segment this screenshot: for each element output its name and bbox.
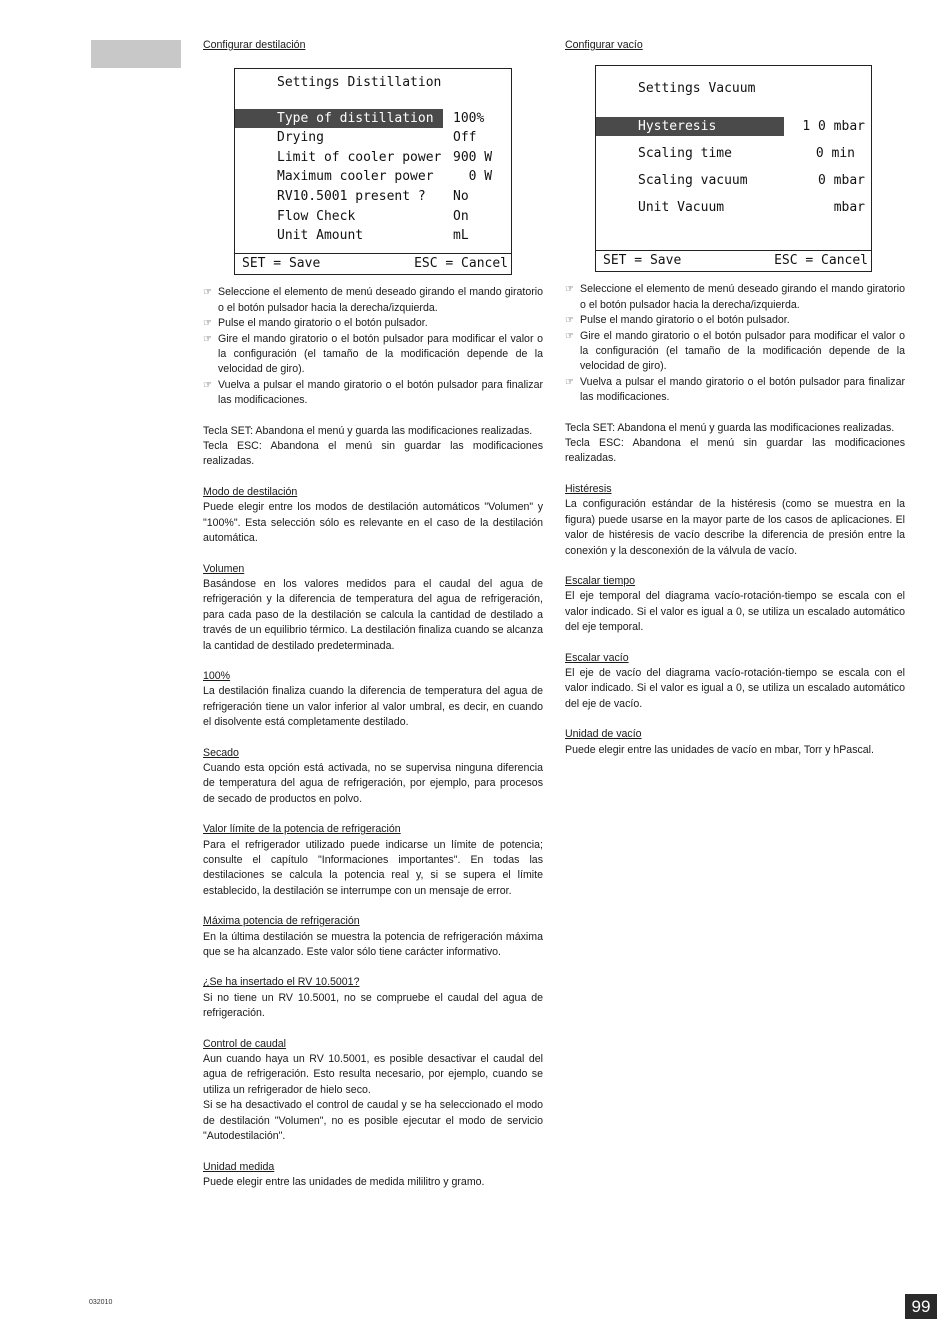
pointing-hand-icon: ☞ [565, 376, 574, 388]
step-item: ☞ Vuelva a pulsar el mando giratorio o el botón pulsador para finalizar las modificaciones. [565, 375, 905, 404]
key-descriptions [203, 424, 543, 470]
section-cooler-power-limit [203, 822, 543, 899]
step-item: ☞ Gire el mando giratorio o el botón pulsador para modificar el valor o la configuración (el tamaño de la modificación depende de la velocidad de giro). [203, 332, 543, 376]
pointing-hand-icon: ☞ [565, 330, 574, 342]
set-key-description: Tecla SET: Abandona el menú y guarda las modificaciones realizadas. [203, 424, 533, 437]
section-title: Control de caudal [203, 1037, 287, 1050]
section-volume [203, 562, 543, 654]
section-text: La destilación finaliza cuando la diferencia de temperatura del agua de refrigeración tiene un valor inferior al valor umbral, es decir, en cuando el disolvente está completamente destilado. [203, 685, 543, 729]
left-column [203, 38, 543, 1190]
pointing-hand-icon: ☞ [203, 287, 212, 299]
section-title: Modo de destilación [203, 485, 298, 498]
step-item: ☞ Seleccione el elemento de menú deseado girando el mando giratorio o el botón pulsador hacia la derecha/izquierda. [565, 283, 905, 311]
display-row-type-of-distillation: Type of distillation 100% [235, 109, 511, 128]
section-hysteresis [565, 482, 905, 559]
section-title: Unidad medida [203, 1160, 275, 1173]
display-row-drying: Drying Off [277, 130, 477, 146]
section-title: ¿Se ha insertado el RV 10.5001? [203, 976, 360, 989]
step-item: ☞ Gire el mando giratorio o el botón pulsador para modificar el valor o la configuración (el tamaño de la modificación depende de la velocidad de giro). [565, 329, 905, 373]
display-title: Settings Distillation [277, 75, 442, 91]
display-row-limit-cooler-power: Limit of cooler power 900 W [277, 150, 493, 166]
section-text: Cuando esta opción está activada, no se supervisa ninguna diferencia de temperatura del agua de refrigeración, por ejemplo, para procesos de secado de productos en polvo. [203, 761, 543, 805]
pointing-hand-icon: ☞ [203, 333, 212, 345]
step-item: ☞ Seleccione el elemento de menú deseado girando el mando giratorio o el botón pulsador hacia la derecha/izquierda. [203, 286, 543, 314]
section-title: Secado [203, 746, 239, 759]
key-descriptions [565, 421, 905, 467]
section-text: La configuración estándar de la histéresis (como se muestra en la figura) puede usarse en la mayor parte de los casos de aplicaciones. El valor de histéresis de vacío describe la diferencia de presión entre la conexión y la desconexión de la válvula de vacío. [565, 498, 905, 557]
distillation-settings-display [234, 68, 512, 275]
esc-cancel-label: ESC = Cancel [414, 256, 508, 272]
esc-key-description: Tecla ESC: Abandona el menú sin guardar las modificaciones realizadas. [565, 437, 905, 465]
section-distillation-mode [203, 485, 543, 547]
esc-cancel-label: ESC = Cancel [774, 253, 868, 269]
section-title: Histéresis [565, 482, 612, 495]
display-row-rv-present: RV10.5001 present ? No [277, 189, 469, 205]
document-code: 032010 [89, 1299, 113, 1306]
section-text: Para el refrigerador utilizado puede indicarse un límite de potencia; consulte el capítulo "Informaciones importantes". En todas las destilaciones se calcula la potencia real y, si se supera el límite establecido, la destilación se interrumpe con un mensaje de error. [203, 838, 543, 897]
display-footer [235, 253, 511, 274]
section-text: Puede elegir entre las unidades de vacío en mbar, Torr y hPascal. [565, 743, 874, 756]
section-text: El eje de vacío del diagrama vacío-rotación-tiempo se escala con el valor indicado. Si el valor es igual a 0, se utiliza un escalado automático del eje de vacío. [565, 666, 905, 710]
step-item: ☞ Pulse el mando giratorio o el botón pulsador. [203, 316, 543, 331]
heading-configure-distillation: Configurar destilación [203, 39, 306, 51]
section-unit-amount [203, 1160, 543, 1191]
section-vacuum-unit [565, 727, 905, 758]
right-column [565, 38, 905, 758]
pointing-hand-icon: ☞ [565, 315, 574, 327]
section-title: Valor límite de la potencia de refrigeración [203, 823, 401, 836]
display-row-unit-vacuum: Unit Vacuum mbar [638, 200, 865, 216]
section-flow-control [203, 1037, 543, 1145]
section-text: Puede elegir entre los modos de destilación automáticos "Volumen" y "100%". Esta selección sólo es relevante en el caso de la destilación automática. [203, 501, 543, 545]
vacuum-settings-display [595, 65, 872, 272]
section-rv-inserted [203, 975, 543, 1021]
section-title: Escalar vacío [565, 651, 629, 664]
display-row-scaling-time: Scaling time 0 min [638, 146, 855, 162]
display-footer [596, 250, 871, 271]
display-title: Settings Vacuum [638, 81, 756, 97]
heading-configure-vacuum: Configurar vacío [565, 39, 643, 51]
section-max-cooler-power [203, 914, 543, 960]
section-marker-tab [91, 40, 181, 68]
section-text: Puede elegir entre las unidades de medida mililitro y gramo. [203, 1175, 485, 1188]
section-text: En la última destilación se muestra la potencia de refrigeración máxima que se ha alcanzado. Este valor sólo tiene carácter informativo. [203, 930, 543, 959]
section-100-percent [203, 669, 543, 731]
set-save-label: SET = Save [603, 253, 682, 269]
section-title: Máxima potencia de refrigeración [203, 915, 360, 928]
section-title: Escalar tiempo [565, 574, 636, 587]
pointing-hand-icon: ☞ [203, 379, 212, 391]
display-row-unit-amount: Unit Amount mL [277, 228, 469, 244]
section-text: El eje temporal del diagrama vacío-rotación-tiempo se escala con el valor indicado. Si el valor es igual a 0, se utiliza un escalado automático del eje temporal. [565, 590, 905, 634]
esc-key-description: Tecla ESC: Abandona el menú sin guardar las modificaciones realizadas. [203, 440, 543, 468]
set-save-label: SET = Save [242, 256, 321, 272]
section-text: Aun cuando haya un RV 10.5001, es posible desactivar el caudal del agua de refrigeración. Esto resulta necesario, por ejemplo, cuando se utiliza un refrigerador de hielo seco. [203, 1053, 543, 1096]
pointing-hand-icon: ☞ [565, 284, 574, 296]
section-text: Si no tiene un RV 10.5001, no se compruebe el caudal del agua de refrigeración. [203, 991, 543, 1020]
display-row-hysteresis: Hysteresis 1 0 mbar [596, 117, 871, 136]
section-text: Basándose en los valores medidos para el caudal del agua de refrigeración y la diferencia de temperatura del agua de refrigeración, para cada paso de la destilación se calcula la cantidad de destilado a través de un equilibrio térmico. La destilación finaliza cuando se alcanza la cantidad de destilado predeterminada. [203, 577, 543, 652]
instruction-steps [203, 285, 543, 408]
step-item: ☞ Vuelva a pulsar el mando giratorio o el botón pulsador para finalizar las modificaciones. [203, 378, 543, 407]
section-scale-vacuum [565, 651, 905, 713]
instruction-steps [565, 282, 905, 405]
section-drying [203, 746, 543, 808]
section-title: 100% [203, 669, 231, 682]
step-item: ☞ Pulse el mando giratorio o el botón pulsador. [565, 313, 905, 328]
display-row-flow-check: Flow Check On [277, 209, 469, 225]
page-number: 99 [905, 1294, 937, 1319]
display-row-maximum-cooler-power: Maximum cooler power 0 W [277, 169, 493, 185]
section-title: Unidad de vacío [565, 728, 642, 741]
section-title: Volumen [203, 562, 245, 575]
pointing-hand-icon: ☞ [203, 318, 212, 330]
section-text: Si se ha desactivado el control de caudal y se ha seleccionado el modo de destilación "Volumen", no es posible ejecutar el modo de servicio "Autodestilación". [203, 1099, 543, 1143]
set-key-description: Tecla SET: Abandona el menú y guarda las modificaciones realizadas. [565, 421, 895, 434]
display-row-scaling-vacuum: Scaling vacuum 0 mbar [638, 173, 865, 189]
section-scale-time [565, 574, 905, 636]
